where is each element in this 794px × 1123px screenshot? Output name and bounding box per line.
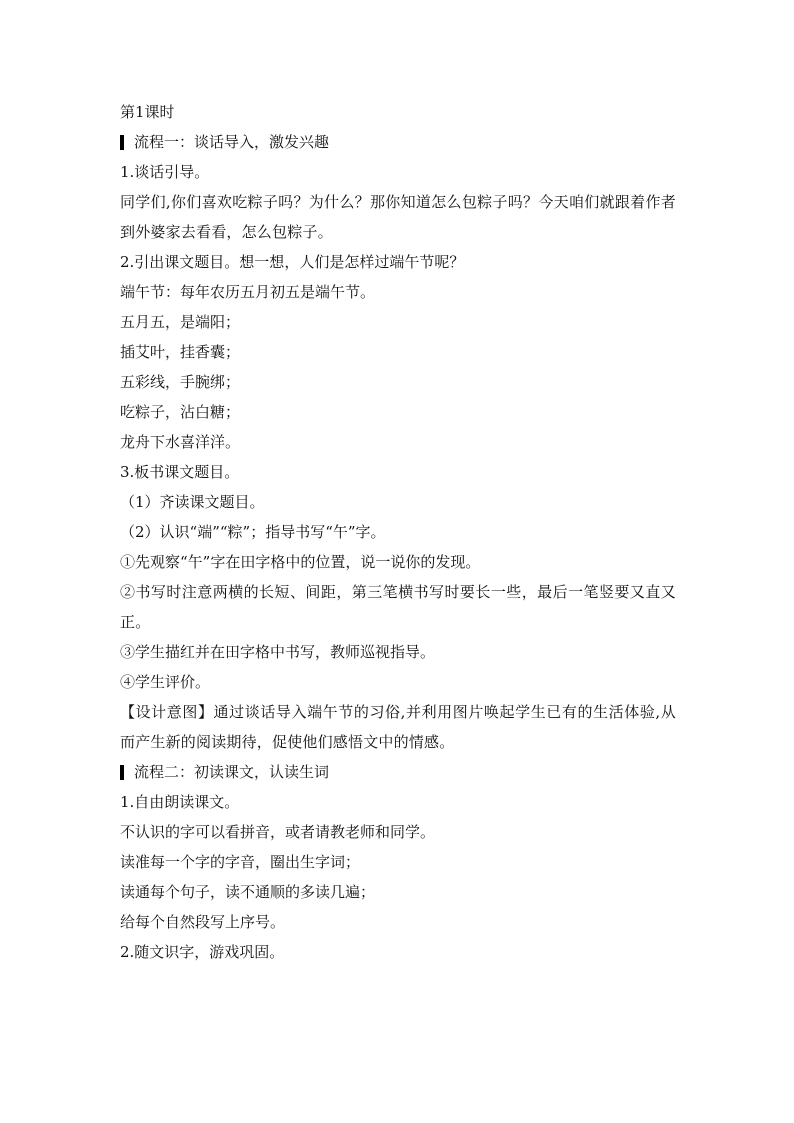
section-title: 流程一：谈话导入，激发兴趣 (134, 133, 330, 151)
list-item: ④学生评价。 (120, 673, 211, 691)
sub-step: （2）认识“端”“粽”；指导书写“午”字。 (120, 523, 386, 541)
step-heading: 2.引出课文题目。想一想，人们是怎样过端午节呢？ (120, 253, 465, 271)
paragraph: 不认识的字可以看拼音，或者请教老师和同学。 (120, 823, 436, 841)
list-item: 读通每个句子，读不通顺的多读几遍； (120, 883, 376, 901)
paragraph: 同学们,你们喜欢吃粽子吗？为什么？那你知道怎么包粽子吗？今天咱们就跟着作者到外婆家去看看，怎么包粽子。 (120, 193, 676, 241)
section-heading-1 (120, 127, 676, 157)
list-item: ②书写时注意两横的长短、间距，第三笔横书写时要长一些，最后一笔竖要又直又正。 (120, 583, 676, 631)
step-heading: 1.自由朗读课文。 (120, 793, 240, 811)
section-marker-icon (120, 765, 124, 780)
section-heading-2 (120, 757, 676, 787)
document-page (120, 97, 676, 967)
rhyme-line: 吃粽子，沾白糖； (120, 403, 241, 421)
sub-step: （1）齐读课文题目。 (120, 493, 265, 511)
list-item: 给每个自然段写上序号。 (120, 913, 286, 931)
list-item: ①先观察“午”字在田字格中的位置，说一说你的发现。 (120, 553, 481, 571)
step-heading: 3.板书课文题目。 (120, 463, 240, 481)
section-title: 流程二：初读课文，认读生词 (134, 763, 330, 781)
step-heading: 2.随文识字，游戏巩固。 (120, 943, 285, 961)
rhyme-line: 插艾叶，挂香囊； (120, 343, 241, 361)
list-item: 读准每一个字的字音，圈出生字词； (120, 853, 361, 871)
rhyme-line: 五彩线，手腕绑； (120, 373, 241, 391)
step-heading: 1.谈话引导。 (120, 163, 210, 181)
list-item: ③学生描红并在田字格中书写，教师巡视指导。 (120, 643, 436, 661)
design-intent-paragraph: 【设计意图】通过谈话导入端午节的习俗,并利用图片唤起学生已有的生活体验,从而产生新的阅读期待，促使他们感悟文中的情感。 (120, 703, 676, 751)
section-marker-icon (120, 135, 124, 150)
rhyme-line: 龙舟下水喜洋洋。 (120, 433, 241, 451)
rhyme-line: 五月五，是端阳； (120, 313, 241, 331)
lesson-title: 第1课时 (120, 103, 175, 121)
paragraph: 端午节：每年农历五月初五是端午节。 (120, 283, 376, 301)
